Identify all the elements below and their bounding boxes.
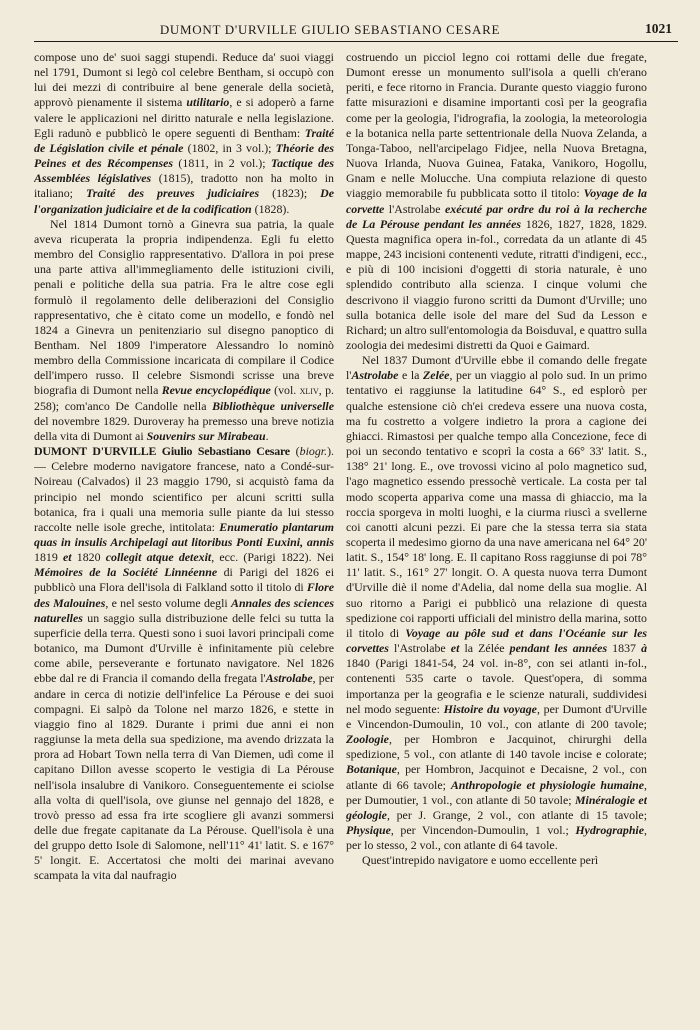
paragraph-south-pole-voyage: Nel 1837 Dumont d'Urville ebbe il comando delle fregate l'Astrolabe e la Zelée, per un viaggio al polo sud. In un primo tentativo ei raggiunse la latitudine 64° S., ed esplorò per qualche estensione ciò ch'ei credeva essere una nuova costa, ma fu costretto a volgere indietro la prora a cagione dei ghiacci. Rimastosi per qualche tempo alla Concezione, fece di poi un secondo tentativo e scoprì la costa a 66° 33' latit. S., 138° 21' long. E., ove trovossi vicino al polo magnetico sud, l'ago magnetico essendo pressochè verticale. La costa per tal modo scoperta appariva come una massa di ghiaccio, ma la roccia sporgeva in molti luoghi, e la ciurma riuscì a svellerne coi canotti alcuni pezzi. Ei pare che la stessa terra sia stata scoperta il medesimo giorno da una nave americana nel 64° 20' latit. S., 154° 18' long. E. Il capitano Ross raggiunse di poi 78° 11' latit. S., 161° 27' longit. O. A questa nuova terra Dumont d'Urville diè il nome d'Adelia, dal nome della sua moglie. Al suo ritorno a Parigi ei pubblicò una relazione di questa spedizione coi rapporti ufficiali del ministro della marina, sotto il titolo di Voyage au pôle sud et dans l'Océanie sur les corvettes l'Astrolabe et la Zélée pendant les années 1837 à 1840 (Parigi 1841-54, 24 vol. in-8°, con sei atlanti in-fol., contenenti 535 carte o tavole. Quest'opera, di somma importanza per la geografia e le scienze naturali, suddividesi nel modo seguente: Histoire du voyage, per Dumont d'Urville e Vincendon-Dumoulin, 10 vol., con atlante di 200 tavole; Zoologie, per Hombron e Jacquinot, chirurghi della spedizione, 5 vol., con atlante di 140 tavole incise e colorate; Botanique, per Hombron, Jacquinot e Decaisne, 2 vol., con atlante di 66 tavole; Anthropologie et physiologie humaine, per Dumoutier, 1 vol., con atlante di 50 tavole; Minéralogie et géologie, per J. Grange, 2 vol., con atlante di 15 tavole; Physique, per Vincendon-Dumoulin, 1 vol.; Hydrographie, per lo stesso, 2 vol., con atlante di 64 tavole. [346, 353, 647, 853]
paragraph-dumont-works: compose uno de' suoi saggi stupendi. Reduce da' suoi viaggi nel 1791, Dumont si legò col celebre Bentham, si occupò con lui dei mezzi di contribuire al bene generale della società, approvò pienamente il sistema utilitario, e si adoperò a farne valere le applicazioni nel diritto naturale e nella legislazione. Egli radunò e pubblicò le opere seguenti di Bentham: Traité de Législation civile et pénale (1802, in 3 vol.); Théorie des Peines et des Récompenses (1811, in 2 vol.); Tactique des Assemblées législatives (1815), tradotto non ha molto in italiano; Traité des preuves judiciaires (1823); De l'organization judiciaire et de la codification (1828). [34, 50, 334, 216]
header-rule [34, 41, 678, 42]
paragraph-closing: Quest'intrepido navigatore e uomo eccellente perì [362, 853, 599, 868]
entry-dumont-durville: DUMONT D'URVILLE Giulio Sebastiano Cesare (biogr.). — Celebre moderno navigatore francese, nato a Condé-sur-Noireau (Calvados) il 23 maggio 1790, si acquistò fama da principio nel mondo scientifico per alcuni scritti sulla botanica, fra i quali una memoria sulle piante da lui stesso raccolte nelle isole greche, intitolata: Enumeratio plantarum quas in insulis Archipelagi aut litoribus Ponti Euxini, annis 1819 et 1820 collegit atque detexit, ecc. (Parigi 1822). Nei Mémoires de la Société Linnéenne di Parigi del 1826 ei pubblicò una Flora dell'isola di Falkland sotto il titolo di Flore des Malouines, e nel sesto volume degli Annales des sciences naturelles un saggio sulla distribuzione delle felci su tutta la superficie della terra. Questi sono i suoi lavori principali come botanico, ma Dumont d'Urville è infinitamente più celebre come abile, perseverante e fortunato navigatore. Nel 1826 ebbe dal re di Francia il comando della fregata l'Astrolabe, per andare in cerca di notizie dell'infelice La Pérouse e dei suoi compagni. Ei salpò da Tolone nel marzo 1826, e stette in viaggio fino al 1829. Durante i primi due anni ei non raggiunse la meta della sua spedizione, ma avendo drizzata la prora ad Hobart Town nella terra di Van Diemen, udì come il capitano Dillon avesse scoperto le vestigia di La Pérouse nell'isola insalubre di Vanikoro. Conseguentemente ei sciolse alla volta di quell'isola, ove giunse nel gennajo del 1828, e trovò presso ad essa fra irte scogliere gli avanzi sommersi delle due fregate capitanate da La Pérouse. Quell'isola è una del gruppo detto Isole di Salomone, nell'11° 41' latit. S. e 167° 5' longit. E. Accertatosi che molti dei marinai avevano scampata la vita dal naufragio [34, 444, 334, 883]
right-column [346, 50, 647, 1020]
running-head-title: DUMONT D'URVILLE GIULIO SEBASTIANO CESARE [159, 22, 501, 37]
entry-headword: DUMONT D'URVILLE Giulio Sebastiano Cesare [34, 444, 290, 459]
page-number: 1021 [645, 21, 672, 36]
paragraph-first-voyage: costruendo un picciol legno coi rottami delle due fregate, Dumont eresse un monumento sull'isola a quelli ch'erano periti, e fece ritorno in Francia. Durante questo viaggio furono fatte misurazioni e disamine importanti così per la geografia come per la geologia, l'idrografia, la zoologia, la meteorologia e la botanica nella parte settentrionale della Nuova Zelanda, a Tonga-Taboo, nell'arcipelago Fidjee, nella Nuova Bretagna, Nuova Irlanda, Nuova Guinea, Fataka, Vanikoro, Hogollu, Gnam e nelle Molucche. Una compiuta relazione di questo viaggio memorabile fu pubblicata sotto il titolo: Voyage de la corvette l'Astrolabe exécuté par ordre du roi à la recherche de La Pérouse pendant les années 1826, 1827, 1828, 1829. Questa magnifica opera in-fol., corredata da un atlante di 45 mappe, 243 incisioni contenenti vedute, ritratti d'indigeni, ecc., e più di 100 incisioni d'oggetti di storia naturale, è uno splendido contributo alla scienza. I cinque volumi che descrivono il viaggio furono scritti da Dumont d'Urville; uno sulla botanica delle isole del mare del Sud da Lesson e Richard; un altro sull'entomologia da Boisduval, e quattro sulla zoologia dei medesimi distretti da Quoi e Gaimard. [346, 50, 647, 352]
paragraph-dumont-geneva: Nel 1814 Dumont tornò a Ginevra sua patria, la quale aveva ricuperata la propria indipendenza. Egli fu eletto membro del Consiglio rappresentativo. D'allora in poi prese una parte attiva all'immegliamento delle istituzioni civili, penali e politiche della sua patria. Fra le altre cose egli formulò il regolamento delle deliberazioni del Consiglio rappresentativo, che è citato come un modello, e fondò nel 1824 a Ginevra un penitenziario sul disegno panoptico di Bentham. Nel 1809 l'imperatore Alessandro lo nominò membro della Commissione incaricata di compilare il Codice dell'impero russo. Il celebre Sismondi scrisse una breve biografia di Dumont nella Revue encyclopédique (vol. xliv, p. 258); com'anco De Candolle nella Bibliothèque universelle del novembre 1829. Duroveray ha premesso una breve notizia della vita di Dumont ai Souvenirs sur Mirabeau. [34, 216, 334, 443]
left-column [34, 50, 334, 1020]
running-head [34, 0, 678, 46]
